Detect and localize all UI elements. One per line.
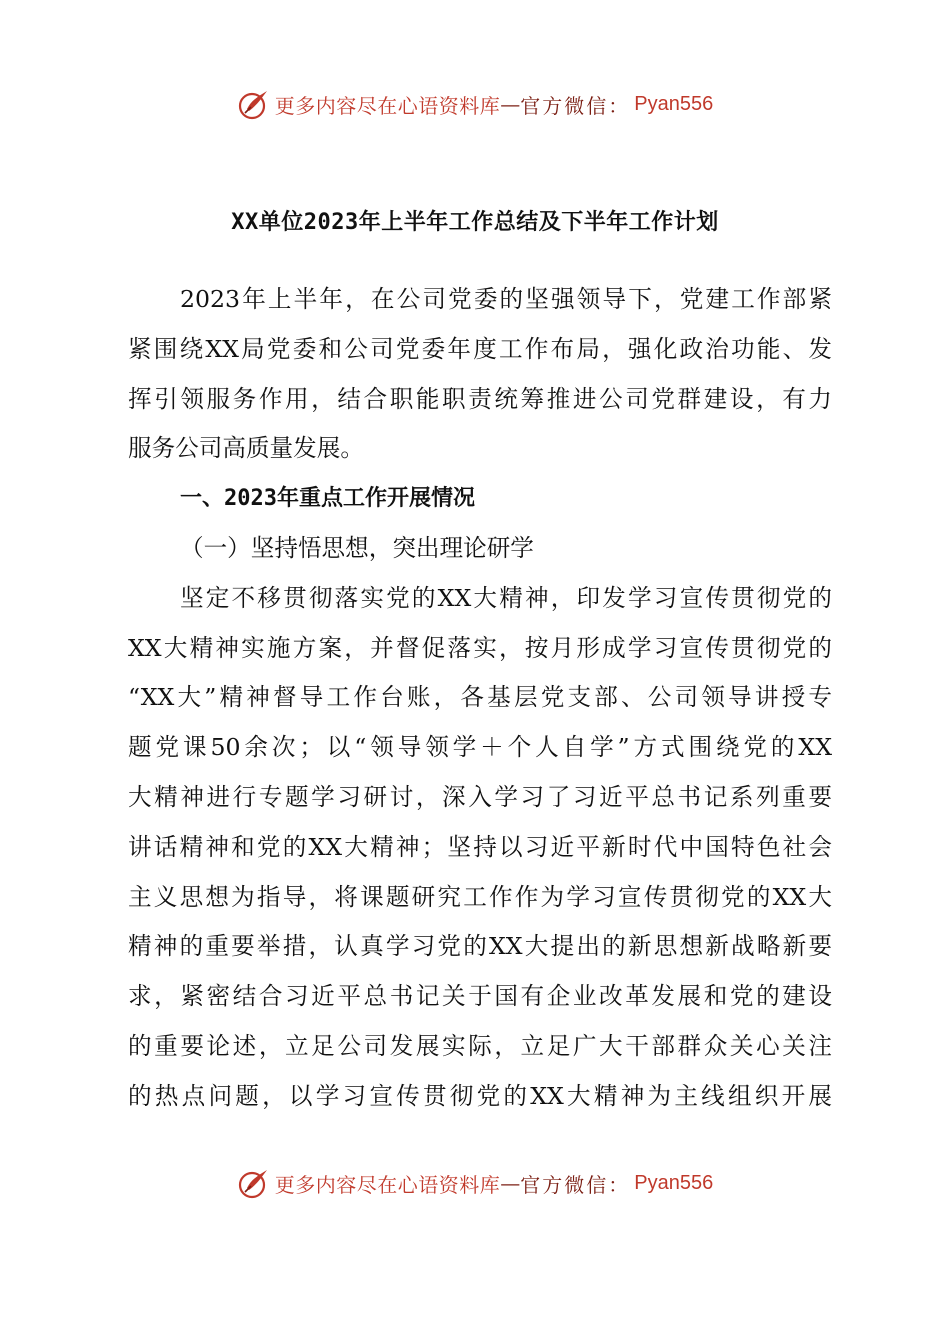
- paragraph-line: XX大精神实施方案，并督促落实，按月形成学习宣传贯彻党的: [128, 633, 832, 662]
- paragraph-line: 主义思想为指导，将课题研究工作作为学习宣传贯彻党的XX大: [128, 882, 832, 911]
- subsection-heading: （一）坚持悟思想，突出理论研学: [180, 533, 534, 562]
- footer-banner: [0, 1163, 950, 1203]
- paragraph-line: 讲话精神和党的XX大精神；坚持以习近平新时代中国特色社会: [128, 832, 832, 861]
- paragraph-line: 题党课50余次；以“领导领学＋个人自学”方式围绕党的XX: [128, 733, 832, 762]
- banner-brand-text: 更多内容尽在心语资料库: [274, 1172, 501, 1197]
- paragraph-line: “XX大”精神督导工作台账，各基层党支部、公司领导讲授专: [128, 683, 832, 712]
- banner-wechat-id: Pyan556: [634, 92, 714, 115]
- banner-separator: —: [500, 92, 521, 116]
- intro-line: 服务公司高质量发展。: [128, 434, 364, 463]
- banner-wechat-label: 官方微信：: [520, 93, 631, 118]
- paragraph-line: 精神的重要举措，认真学习党的XX大提出的新思想新战略新要: [128, 932, 832, 961]
- section-heading: 一、2023年重点工作开展情况: [180, 486, 475, 512]
- banner-wechat-label: 官方微信：: [520, 1172, 631, 1197]
- paragraph-line: 的热点问题，以学习宣传贯彻党的XX大精神为主线组织开展: [128, 1081, 832, 1110]
- header-banner: [0, 84, 950, 124]
- paragraph-line: 大精神进行专题学习研讨，深入学习了习近平总书记系列重要: [128, 782, 832, 811]
- document-title: XX单位2023年上半年工作总结及下半年工作计划: [231, 210, 719, 235]
- paragraph-line: 求，紧密结合习近平总书记关于国有企业改革发展和党的建设: [128, 982, 832, 1011]
- intro-line: 紧围绕XX局党委和公司党委年度工作布局，强化政治功能、发: [128, 334, 832, 363]
- intro-line: 挥引领服务作用，结合职能职责统筹推进公司党群建设，有力: [128, 384, 832, 413]
- paragraph-line: 坚定不移贯彻落实党的XX大精神，印发学习宣传贯彻党的: [180, 583, 832, 612]
- banner-wechat-id: Pyan556: [634, 1171, 714, 1194]
- quill-logo-icon: [237, 1166, 271, 1200]
- intro-line: 2023年上半年，在公司党委的坚强领导下，党建工作部紧: [180, 285, 832, 313]
- banner-brand-text: 更多内容尽在心语资料库: [274, 93, 501, 118]
- document-body: [128, 275, 832, 1122]
- banner-separator: —: [500, 1171, 521, 1195]
- paragraph-line: 的重要论述，立足公司发展实际，立足广大干部群众关心关注: [128, 1031, 832, 1060]
- quill-logo-icon: [237, 87, 271, 121]
